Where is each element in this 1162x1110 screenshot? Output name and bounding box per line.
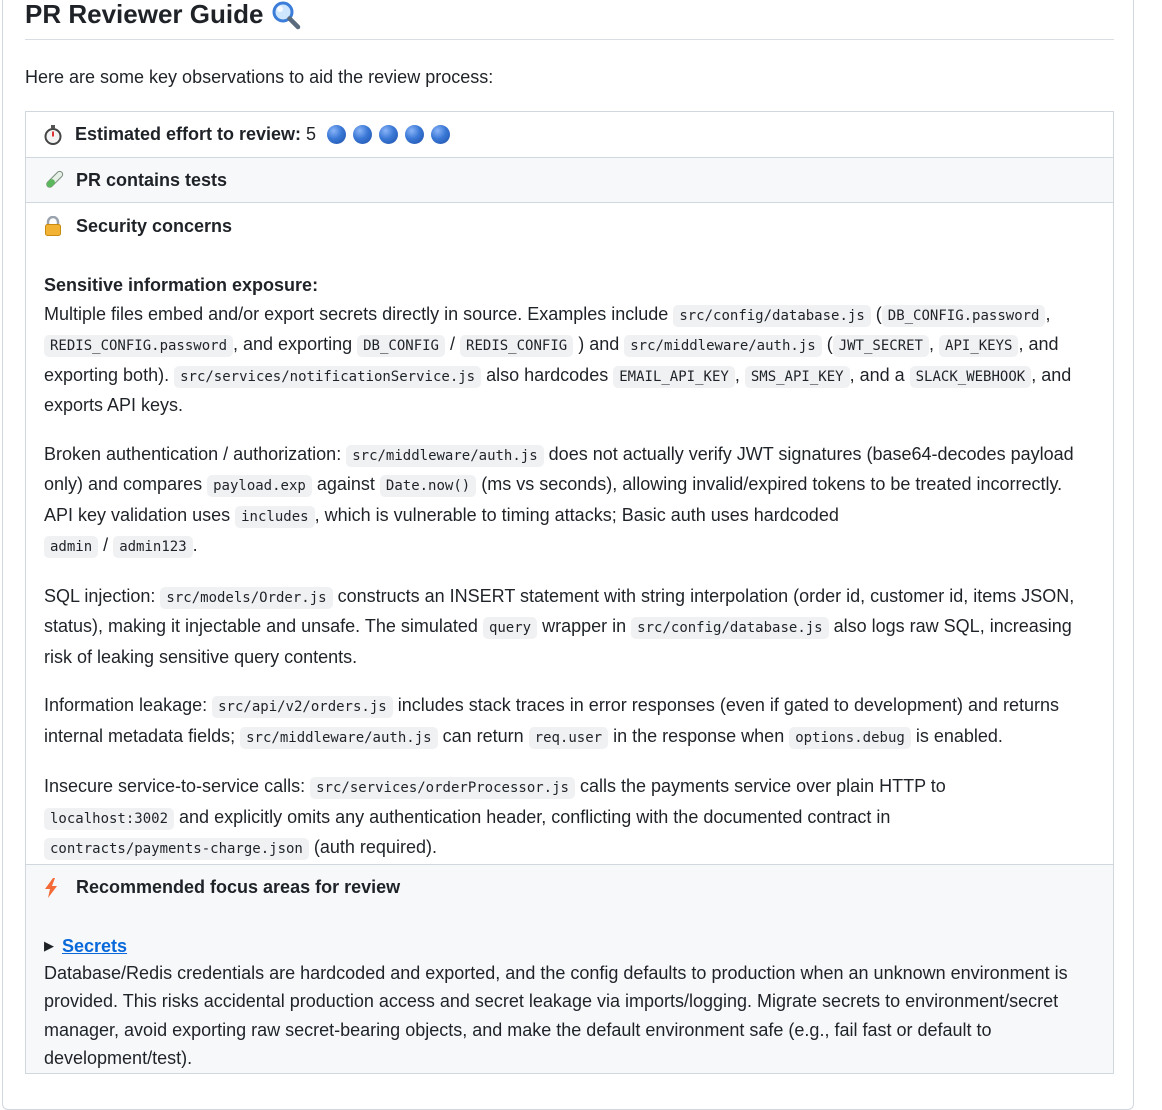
code-span: admin bbox=[44, 536, 98, 558]
tests-row bbox=[26, 158, 1114, 203]
text: , and exporting bbox=[233, 334, 353, 354]
page-title-text: PR Reviewer Guide bbox=[25, 0, 264, 29]
code-span: options.debug bbox=[789, 727, 911, 749]
lock-icon bbox=[44, 216, 66, 236]
text: . bbox=[192, 535, 198, 555]
text: , bbox=[929, 334, 935, 354]
text: wrapper in bbox=[542, 616, 627, 636]
text: ( bbox=[826, 334, 833, 354]
text: / bbox=[103, 535, 109, 555]
tests-label: PR contains tests bbox=[76, 169, 228, 190]
effort-label: Estimated effort to review: bbox=[75, 124, 302, 144]
text: , bbox=[734, 364, 740, 385]
text: , and a bbox=[849, 364, 905, 385]
text: also logs raw SQL, increasing risk of leaking sensitive query contents. bbox=[44, 616, 1072, 667]
code-span: src/middleware/auth.js bbox=[624, 335, 821, 357]
review-comment bbox=[25, 0, 1114, 1074]
details-text: Database/Redis credentials are hardcoded and exported, and the config defaults to production when an unknown environment is provided. This risks accidental production access and secret leakage via imports/logging. Migrate secrets to environment/secret manager, avoid exporting raw secret-bearing objects, and make the default environment safe (e.g., fail fast or default to development/test). bbox=[44, 962, 1068, 1068]
code-span: src/middleware/auth.js bbox=[240, 727, 437, 749]
code-span: src/services/orderProcessor.js bbox=[310, 777, 575, 799]
text: Broken authentication / authorization: bbox=[44, 443, 342, 464]
disclosure-triangle-icon[interactable]: ▶ bbox=[44, 937, 54, 953]
text: includes stack traces in error responses (even if gated to development) and returns internal metadata fields; bbox=[44, 695, 1060, 746]
text: ( bbox=[875, 303, 882, 324]
code-span: SLACK_WEBHOOK bbox=[910, 366, 1032, 388]
security-paragraph-sql bbox=[44, 582, 1095, 672]
text: (auth required). bbox=[313, 837, 437, 857]
code-span: JWT_SECRET bbox=[833, 335, 929, 357]
security-label: Security concerns bbox=[76, 215, 233, 236]
text: constructs an INSERT statement with string interpolation (order id, customer id, items JSON, status), making it injectable and unsafe. The simulated bbox=[44, 585, 1075, 636]
code-span: src/models/Order.js bbox=[160, 587, 332, 609]
code-span: REDIS_CONFIG bbox=[460, 335, 573, 357]
focus-row bbox=[26, 864, 1114, 1073]
security-row bbox=[26, 203, 1114, 865]
code-span: src/config/database.js bbox=[673, 305, 870, 327]
text: is enabled. bbox=[915, 725, 1003, 746]
text: and explicitly omits any authentication header, conflicting with the documented contract in bbox=[179, 806, 891, 827]
paragraph-title: Sensitive information exposure: bbox=[44, 275, 319, 295]
effort-dot-icon bbox=[431, 125, 450, 144]
code-span: DB_CONFIG bbox=[357, 335, 445, 357]
security-paragraph-service bbox=[44, 772, 1095, 864]
text: can return bbox=[442, 725, 524, 746]
code-span: admin123 bbox=[113, 536, 192, 558]
text: , and exports API keys. bbox=[44, 364, 1072, 415]
review-table bbox=[25, 111, 1114, 1074]
code-span: EMAIL_API_KEY bbox=[613, 366, 735, 388]
effort-score bbox=[327, 125, 450, 144]
focus-details bbox=[44, 933, 1095, 1073]
effort-dot-icon bbox=[405, 125, 424, 144]
code-span: Date.now() bbox=[380, 475, 476, 497]
details-summary[interactable] bbox=[44, 933, 1095, 959]
effort-dot-icon bbox=[379, 125, 398, 144]
text: ) and bbox=[578, 334, 620, 354]
code-span: src/services/notificationService.js bbox=[174, 366, 481, 388]
code-span: localhost:3002 bbox=[44, 808, 174, 830]
code-span: src/api/v2/orders.js bbox=[212, 696, 393, 718]
code-span: src/config/database.js bbox=[631, 617, 828, 639]
text: , and exporting both). bbox=[44, 334, 1059, 385]
security-paragraph-sensitive bbox=[44, 271, 1095, 420]
text: calls the payments service over plain HTTP to bbox=[580, 776, 946, 796]
security-paragraph-auth bbox=[44, 440, 1095, 562]
text: Information leakage: bbox=[44, 695, 208, 715]
code-span: REDIS_CONFIG.password bbox=[44, 335, 233, 357]
lightning-icon bbox=[44, 878, 66, 898]
code-span: req.user bbox=[529, 727, 608, 749]
text: Insecure service-to-service calls: bbox=[44, 776, 306, 796]
intro-text: Here are some key observations to aid the review process: bbox=[25, 67, 494, 87]
stopwatch-icon bbox=[44, 125, 66, 145]
text: , bbox=[1045, 303, 1051, 324]
text: Multiple files embed and/or export secrets directly in source. Examples include bbox=[44, 303, 669, 324]
effort-row bbox=[26, 112, 1114, 158]
text: , which is vulnerable to timing attacks; Basic auth uses hardcoded bbox=[314, 504, 839, 525]
text: does not actually verify JWT signatures (base64-decodes payload only) and compares bbox=[44, 443, 1074, 494]
code-span: DB_CONFIG.password bbox=[882, 305, 1046, 327]
text: against bbox=[316, 474, 375, 494]
security-paragraph-leakage bbox=[44, 691, 1095, 752]
text: also hardcodes bbox=[486, 364, 609, 385]
code-span: API_KEYS bbox=[939, 335, 1018, 357]
code-span: contracts/payments-charge.json bbox=[44, 838, 309, 860]
text: SQL injection: bbox=[44, 585, 156, 606]
effort-value: 5 bbox=[306, 124, 317, 144]
text: in the response when bbox=[613, 725, 785, 746]
effort-dot-icon bbox=[353, 125, 372, 144]
text: (ms vs seconds), allowing invalid/expired tokens to be treated incorrectly. API key validation uses bbox=[44, 474, 1063, 525]
secrets-link[interactable]: Secrets bbox=[62, 935, 128, 956]
test-tube-icon bbox=[44, 170, 66, 190]
code-span: query bbox=[483, 617, 537, 639]
code-span: includes bbox=[235, 506, 314, 528]
text: / bbox=[450, 334, 456, 354]
code-span: src/middleware/auth.js bbox=[346, 445, 543, 467]
code-span: payload.exp bbox=[207, 475, 312, 497]
effort-dot-icon bbox=[327, 125, 346, 144]
focus-label: Recommended focus areas for review bbox=[76, 877, 401, 897]
page-title bbox=[25, 0, 1114, 40]
code-span: SMS_API_KEY bbox=[745, 366, 850, 388]
magnifier-icon bbox=[271, 0, 301, 30]
